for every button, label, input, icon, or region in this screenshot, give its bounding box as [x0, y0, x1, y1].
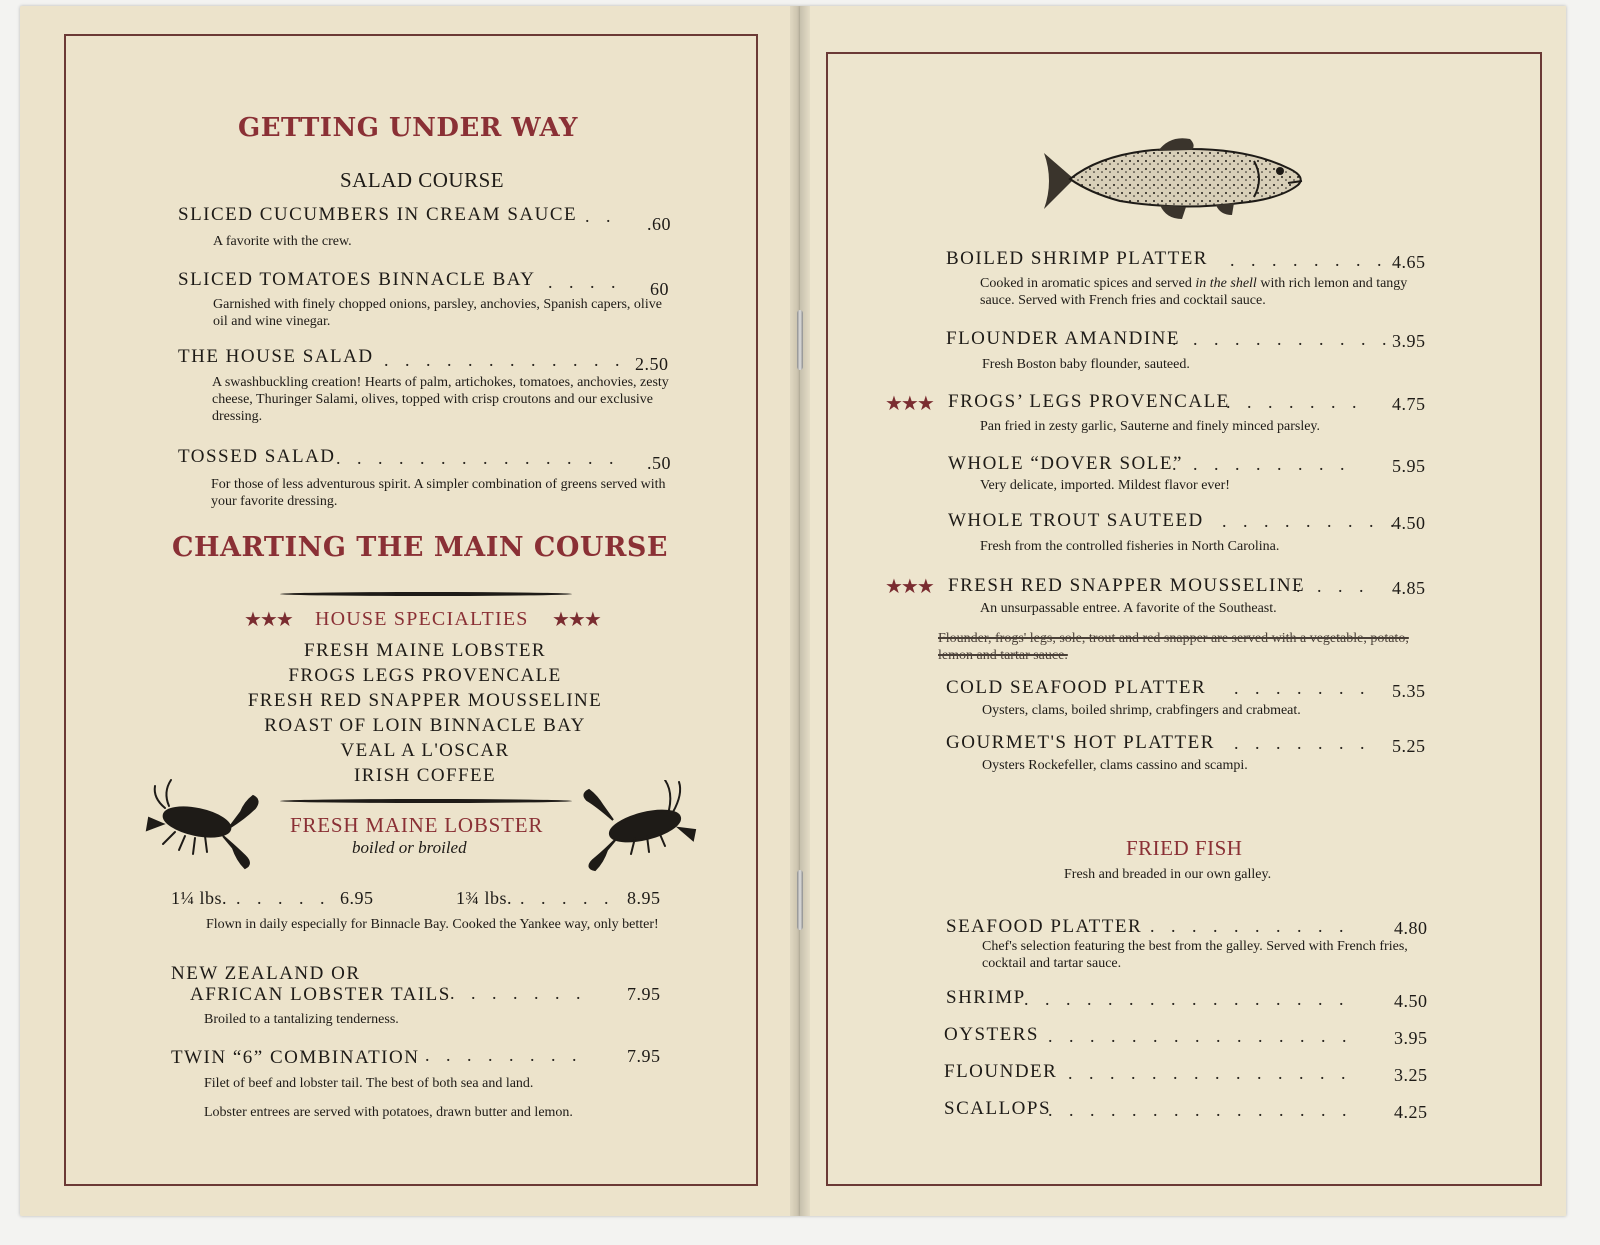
entree-name: FLOUNDER AMANDINE — [946, 328, 1180, 349]
salad-item-price: 2.50 — [635, 354, 669, 374]
fried-item-price: 4.50 — [1394, 991, 1428, 1011]
leader-dots: . . . . . . . — [450, 983, 587, 1003]
lobster-footnote: Lobster entrees are served with potatoes, drawn butter and lemon. — [204, 1105, 573, 1120]
leader-dots: . . . . . . . . . . . — [1172, 329, 1393, 349]
fried-item-name: SCALLOPS — [944, 1098, 1052, 1119]
entree-price: 4.65 — [1392, 252, 1426, 272]
entree-price: 4.75 — [1392, 394, 1426, 414]
platter-description: Oysters Rockefeller, clams cassino and scampi. — [982, 758, 1248, 773]
specialty-item: ROAST OF LOIN BINNACLE BAY — [264, 715, 586, 736]
leader-dots: . . . . . . . — [1234, 678, 1371, 698]
getting-under-way-heading: GETTING UNDER WAY — [238, 113, 578, 143]
entree-name: FRESH RED SNAPPER MOUSSELINE — [948, 575, 1306, 596]
salad-item-price: .60 — [647, 214, 671, 234]
specialty-item: FRESH MAINE LOBSTER — [304, 640, 546, 661]
leader-dots: . . . . . . . — [1234, 733, 1371, 753]
seafood-platter-name: SEAFOOD PLATTER — [946, 916, 1143, 937]
salad-item-name: SLICED CUCUMBERS IN CREAM SAUCE — [178, 204, 578, 225]
twin-combination-name: TWIN “6” COMBINATION — [171, 1047, 420, 1068]
center-fold — [790, 6, 810, 1216]
lobster-subtitle: boiled or broiled — [352, 838, 467, 857]
leader-dots: . . . . . — [520, 888, 615, 908]
salad-item-description: A favorite with the crew. — [213, 234, 352, 249]
leader-dots: . . . . . . . . . . . . — [384, 350, 626, 370]
house-specialties-title: HOUSE SPECIALTIES — [315, 608, 529, 630]
leader-dots: . . . . . . . — [1226, 392, 1363, 412]
platter-price: 5.25 — [1392, 736, 1426, 756]
specialty-item: VEAL A L'OSCAR — [340, 740, 510, 761]
divider-rule — [280, 799, 572, 803]
entree-name: BOILED SHRIMP PLATTER — [946, 248, 1208, 269]
entree-price: 5.95 — [1392, 456, 1426, 476]
seafood-platter-description: Chef's selection featuring the best from the galley. Served with French fries, cocktail and tartar sauce. — [982, 939, 1408, 971]
leader-dots: . . . . . — [236, 888, 331, 908]
leader-dots: . . . . . . . . . — [1172, 454, 1351, 474]
fried-item-name: FLOUNDER — [944, 1061, 1058, 1082]
leader-dots: . . . . . . . . — [425, 1045, 583, 1065]
leader-dots: . . . . . . . . . . . . . . — [1068, 1063, 1352, 1083]
leader-dots: . . . . . . . . — [1230, 250, 1388, 270]
star-icon: ★★★ — [244, 609, 292, 631]
leader-dots: . . . . . . . . . . . . . . . — [1048, 1100, 1353, 1120]
entree-name: WHOLE TROUT SAUTEED — [948, 510, 1204, 531]
lobster-size-weight: 1¾ lbs. — [456, 888, 513, 908]
charting-main-course-heading: CHARTING THE MAIN COURSE — [172, 532, 668, 563]
salad-item-name: TOSSED SALAD — [178, 446, 336, 467]
entree-description: Fresh Boston baby flounder, sauteed. — [982, 357, 1190, 372]
divider-rule — [280, 592, 572, 596]
platter-name: COLD SEAFOOD PLATTER — [946, 677, 1207, 698]
salad-item-name: SLICED TOMATOES BINNACLE BAY — [178, 269, 536, 290]
fried-fish-subtitle: Fresh and breaded in our own galley. — [1064, 867, 1272, 882]
salad-course-title: SALAD COURSE — [340, 168, 505, 192]
lobster-tails-line2: AFRICAN LOBSTER TAILS — [190, 984, 451, 1005]
star-icon: ★★★ — [552, 609, 600, 631]
twin-combination-description: Filet of beef and lobster tail. The best of both sea and land. — [204, 1076, 534, 1091]
lobster-size-weight: 1¼ lbs. — [171, 888, 228, 908]
staple-top — [797, 310, 803, 370]
leader-dots: . . . . . . . . . . . . . . . — [1048, 1026, 1353, 1046]
fried-item-price: 4.25 — [1394, 1102, 1428, 1122]
fresh-maine-lobster-title: FRESH MAINE LOBSTER — [290, 813, 544, 837]
leader-dots: . . . . . . . . . — [1222, 511, 1401, 531]
lobster-icon — [575, 780, 705, 876]
entree-description: An unsurpassable entree. A favorite of the Southeast. — [980, 601, 1277, 616]
entree-description: Pan fried in zesty garlic, Sauterne and finely minced parsley. — [980, 419, 1321, 434]
lobster-description: Flown in daily especially for Binnacle Bay. Cooked the Yankee way, only better! — [206, 917, 659, 932]
salad-item-description: Garnished with finely chopped onions, parsley, anchovies, Spanish capers, olive oil and wine vinegar. — [213, 297, 662, 329]
leader-dots: . . . . . . . . . . — [1150, 916, 1350, 936]
entree-description: Fresh from the controlled fisheries in North Carolina. — [980, 539, 1280, 554]
entree-price: 4.50 — [1392, 513, 1426, 533]
leader-dots: . . . . — [1296, 576, 1370, 596]
seafood-platter-price: 4.80 — [1394, 918, 1428, 938]
fried-item-price: 3.95 — [1394, 1028, 1428, 1048]
lobster-tails-line1: NEW ZEALAND OR — [171, 963, 361, 984]
lobster-tails-price: 7.95 — [627, 984, 661, 1004]
lobster-size-price: 8.95 — [627, 888, 661, 908]
salad-item-name: THE HOUSE SALAD — [178, 346, 374, 367]
fried-item-name: SHRIMP — [946, 987, 1026, 1008]
platter-description: Oysters, clams, boiled shrimp, crabfingers and crabmeat. — [982, 703, 1301, 718]
fried-item-price: 3.25 — [1394, 1065, 1428, 1085]
entree-description: Very delicate, imported. Mildest flavor ever! — [980, 478, 1230, 493]
leader-dots: . . . . . . . . . . . . . . — [336, 448, 620, 468]
leader-dots: . . . . — [548, 272, 622, 292]
lobster-size-price: 6.95 — [340, 888, 374, 908]
fried-fish-title: FRIED FISH — [1126, 836, 1243, 860]
entree-name: WHOLE “DOVER SOLE” — [948, 453, 1183, 474]
staple-bottom — [797, 870, 803, 930]
salad-item-description: A swashbuckling creation! Hearts of palm, artichokes, tomatoes, anchovies, zesty cheese, Thuringer Salami, olives, topped with crisp croutons and our exclusive dressing. — [212, 375, 669, 424]
star-icon: ★★★ — [885, 393, 933, 415]
lobster-icon — [145, 778, 265, 878]
lobster-tails-description: Broiled to a tantalizing tenderness. — [204, 1012, 399, 1027]
platter-price: 5.35 — [1392, 681, 1426, 701]
twin-combination-price: 7.95 — [627, 1046, 661, 1066]
salad-item-price: 60 — [650, 279, 669, 299]
salad-item-price: .50 — [647, 453, 671, 473]
salad-item-description: For those of less adventurous spirit. A simpler combination of greens served with your favorite dressing. — [211, 477, 666, 509]
struck-out-note: Flounder, frogs' legs, sole, trout and red snapper are served with a vegetable, potato, lemon and tartar sauce. — [938, 631, 1409, 663]
entree-name: FROGS’ LEGS PROVENCALE — [948, 391, 1230, 412]
specialty-item: FROGS LEGS PROVENCALE — [288, 665, 562, 686]
specialty-item: FRESH RED SNAPPER MOUSSELINE — [247, 690, 603, 711]
specialty-item: IRISH COFFEE — [354, 765, 496, 786]
leader-dots: . . . . . . . . . . . . . . . . — [1024, 989, 1350, 1009]
entree-description: Cooked in aromatic spices and served in the shell with rich lemon and tangy sauce. Served with French fries and cocktail sauce. — [980, 276, 1408, 308]
platter-name: GOURMET'S HOT PLATTER — [946, 732, 1215, 753]
entree-price: 3.95 — [1392, 331, 1426, 351]
trout-fish-icon — [1040, 135, 1310, 225]
entree-price: 4.85 — [1392, 578, 1426, 598]
leader-dots: . . — [585, 206, 617, 226]
star-icon: ★★★ — [885, 576, 933, 598]
fried-item-name: OYSTERS — [944, 1024, 1039, 1045]
